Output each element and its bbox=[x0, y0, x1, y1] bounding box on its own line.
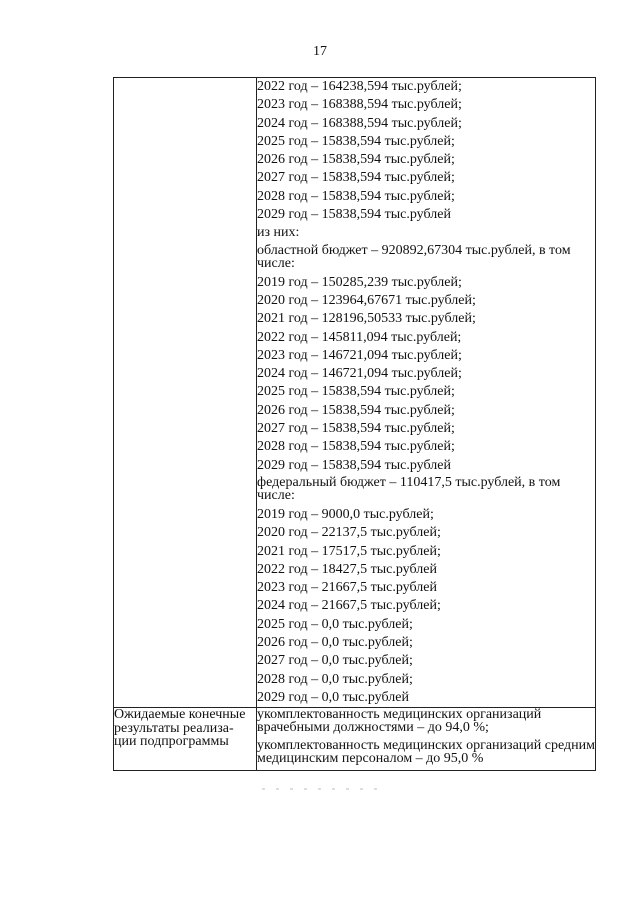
federal-budget-header: федеральный бюджет – 110417,5 тыс.рублей, в том числе: bbox=[257, 474, 561, 503]
result-item: укомплектованность медицинских организаций средним медицинским персоналом – до 95,0 % bbox=[257, 738, 595, 767]
funding-label-cell bbox=[114, 78, 257, 708]
regional-year-line: 2025 год – 15838,594 тыс.рублей; bbox=[257, 384, 455, 400]
subprogram-passport-table bbox=[113, 77, 596, 771]
federal-year-line: 2019 год – 9000,0 тыс.рублей; bbox=[257, 506, 434, 522]
regional-year-line: 2021 год – 128196,50533 тыс.рублей; bbox=[257, 311, 476, 327]
regional-year-line: 2024 год – 146721,094 тыс.рублей; bbox=[257, 366, 462, 382]
result-item: укомплектованность медицинских организаций врачебными должностями – до 94,0 %; bbox=[257, 707, 542, 736]
federal-year-line: 2025 год – 0,0 тыс.рублей; bbox=[257, 616, 413, 632]
total-year-line: 2024 год – 168388,594 тыс.рублей; bbox=[257, 115, 462, 131]
federal-year-line: 2024 год – 21667,5 тыс.рублей; bbox=[257, 598, 441, 614]
regional-years-list bbox=[257, 274, 595, 475]
results-values-cell bbox=[257, 708, 596, 771]
funding-values-cell bbox=[257, 78, 596, 708]
regional-year-line: 2026 год – 15838,594 тыс.рублей; bbox=[257, 402, 455, 418]
regional-year-line: 2019 год – 150285,239 тыс.рублей; bbox=[257, 274, 462, 290]
federal-year-line: 2029 год – 0,0 тыс.рублей bbox=[257, 689, 409, 705]
funding-row bbox=[114, 78, 596, 708]
regional-budget-header: областной бюджет – 920892,67304 тыс.рублей, в том числе: bbox=[257, 242, 571, 271]
total-year-line: 2023 год – 168388,594 тыс.рублей; bbox=[257, 97, 462, 113]
results-row bbox=[114, 708, 596, 771]
federal-year-line: 2020 год – 22137,5 тыс.рублей; bbox=[257, 525, 441, 541]
total-years-list bbox=[257, 78, 595, 224]
total-year-line: 2028 год – 15838,594 тыс.рублей; bbox=[257, 188, 455, 204]
total-year-line: 2029 год – 15838,594 тыс.рублей bbox=[257, 207, 451, 223]
page-number: 17 bbox=[313, 44, 327, 59]
federal-year-line: 2027 год – 0,0 тыс.рублей; bbox=[257, 653, 413, 669]
regional-year-line: 2023 год – 146721,094 тыс.рублей; bbox=[257, 347, 462, 363]
federal-year-line: 2026 год – 0,0 тыс.рублей; bbox=[257, 635, 413, 651]
total-year-line: 2022 год – 164238,594 тыс.рублей; bbox=[257, 79, 462, 94]
federal-year-line: 2022 год – 18427,5 тыс.рублей bbox=[257, 561, 437, 577]
federal-years-list bbox=[257, 506, 595, 707]
total-year-line: 2026 год – 15838,594 тыс.рублей; bbox=[257, 152, 455, 168]
total-year-line: 2025 год – 15838,594 тыс.рублей; bbox=[257, 133, 455, 149]
regional-year-line: 2027 год – 15838,594 тыс.рублей; bbox=[257, 421, 455, 437]
federal-year-line: 2021 год – 17517,5 тыс.рублей; bbox=[257, 543, 441, 559]
federal-year-line: 2028 год – 0,0 тыс.рублей; bbox=[257, 671, 413, 687]
regional-year-line: 2028 год – 15838,594 тыс.рублей; bbox=[257, 439, 455, 455]
regional-year-line: 2029 год – 15838,594 тыс.рублей bbox=[257, 457, 451, 473]
of-them-label: из них: bbox=[257, 225, 300, 241]
results-label: Ожидаемые конечные результаты реализа-ции подпрограммы bbox=[114, 708, 257, 771]
total-year-line: 2027 год – 15838,594 тыс.рублей; bbox=[257, 170, 455, 186]
regional-year-line: 2020 год – 123964,67671 тыс.рублей; bbox=[257, 292, 476, 308]
scan-artifact bbox=[262, 788, 377, 790]
regional-year-line: 2022 год – 145811,094 тыс.рублей; bbox=[257, 329, 462, 345]
federal-year-line: 2023 год – 21667,5 тыс.рублей bbox=[257, 580, 437, 596]
